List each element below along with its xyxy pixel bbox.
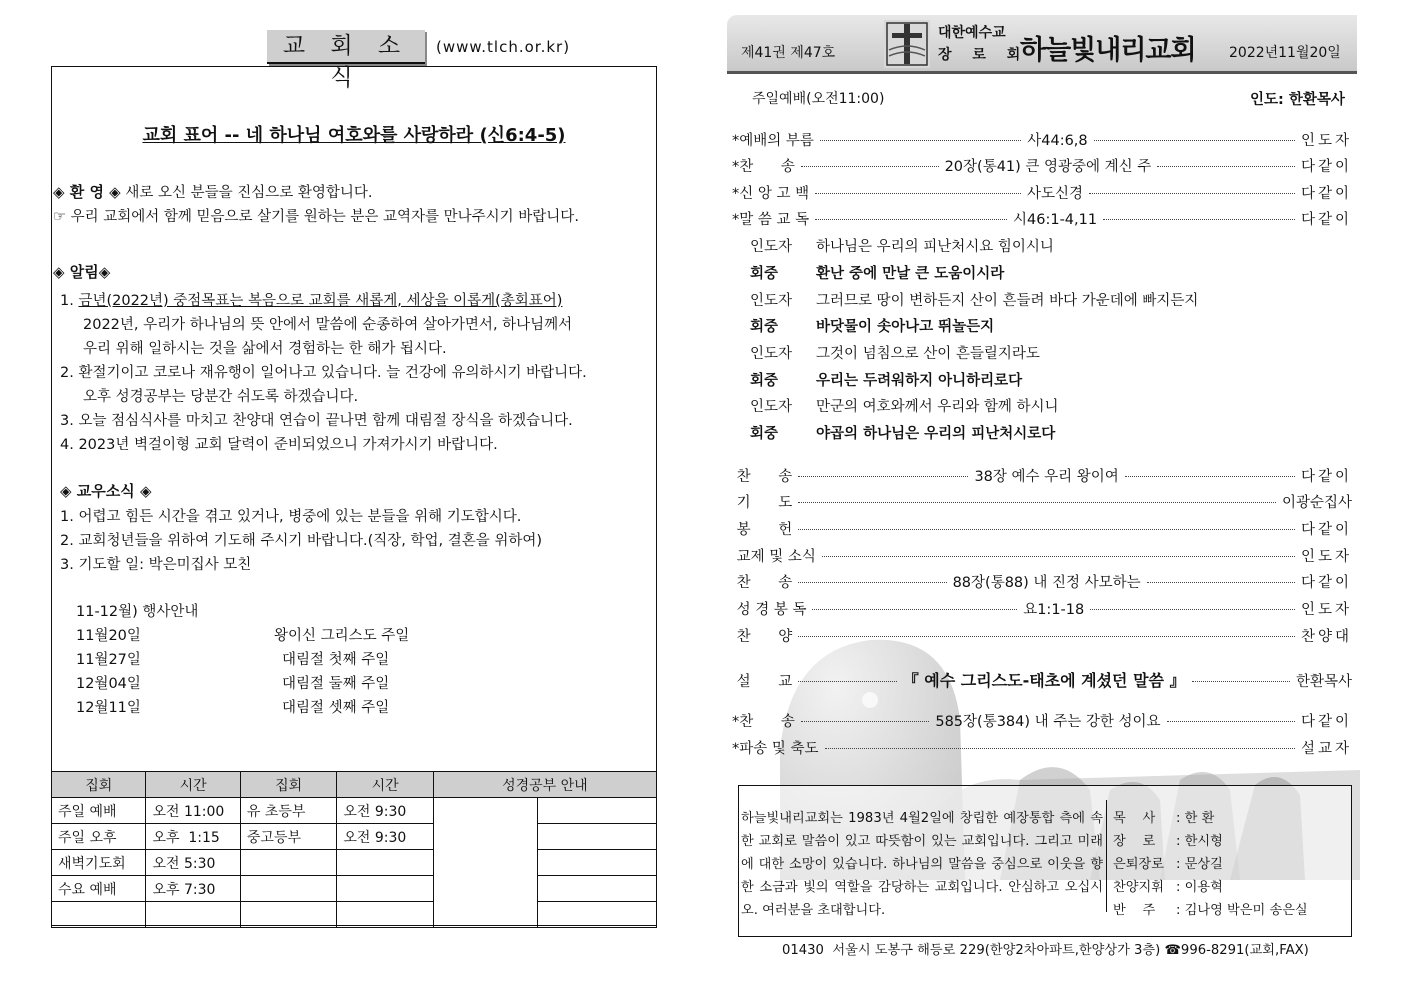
bible-study-cell (538, 824, 657, 850)
table-cell: 오전 5:30 (146, 850, 240, 876)
table-cell: 주일 예배 (52, 798, 146, 824)
member-news-3: 3. 기도할 일: 박은미집사 모친 (60, 557, 252, 573)
table-row (52, 902, 657, 928)
order-item: 찬 송 38장 예수 우리 왕이여 다같이 (732, 469, 1352, 485)
volume-number: 제41권 제47호 (741, 45, 836, 61)
table-cell: 새벽기도회 (52, 850, 146, 876)
order-item: 성 경 봉 독 요1:1-18 인도자 (732, 602, 1352, 618)
welcome-line (53, 181, 372, 202)
event-row: 12월04일 대림절 둘째 주일 (76, 676, 390, 692)
table-header: 집회 (240, 772, 336, 798)
responsive-reading-line: 인도자 하나님은 우리의 피난처시요 힘이시니 (750, 239, 1054, 255)
responsive-reading-line: 회중 야곱의 하나님은 우리의 피난처시로다 (750, 426, 1056, 442)
order-item: 찬 양 찬양대 (732, 629, 1352, 645)
table-cell (337, 850, 433, 876)
event-row: 11월27일 대림절 첫째 주일 (76, 652, 390, 668)
order-item: *파송 및 축도 설교자 (732, 741, 1352, 757)
info-divider (1106, 800, 1107, 912)
staff-row: 장 로 : 한시형 (1113, 834, 1223, 849)
table-header: 시간 (146, 772, 240, 798)
table-header: 시간 (337, 772, 433, 798)
staff-row: 반 주 : 김나영 박은미 송은실 (1113, 903, 1308, 918)
notice-3: 3. 오늘 점심식사를 마치고 찬양대 연습이 끝나면 함께 대림절 장식을 하겠습니다. (60, 413, 573, 429)
notice-2-cont: 오후 성경공부는 당분간 쉬도록 하겠습니다. (83, 389, 359, 405)
table-cell (240, 902, 336, 928)
cross-logo-icon (884, 20, 930, 68)
table-row (52, 850, 657, 876)
bible-study-cell (433, 798, 538, 928)
responsive-reading-line: 회중 우리는 두려워하지 아니하리로다 (750, 373, 1023, 389)
order-item: *찬 송 20장(통41) 큰 영광중에 계신 주 다같이 (732, 159, 1352, 175)
welcome-note: ☞ 우리 교회에서 함께 믿음으로 살기를 원하는 분은 교역자를 만나주시기 바랍니다. (53, 209, 579, 225)
service-leader: 인도: 한환목사 (1250, 92, 1345, 108)
responsive-reading-line: 인도자 그것이 넘침으로 산이 흔들릴지라도 (750, 346, 1040, 362)
left-page-title: 교 회 소 식 (267, 30, 425, 64)
church-motto: 교회 표어 -- 네 하나님 여호와를 사랑하라 (신6:4-5) (142, 125, 566, 146)
bible-study-cell (538, 850, 657, 876)
notice-1-cont-b: 우리 위해 일하시는 것을 삶에서 경험하는 한 해가 됩시다. (83, 341, 447, 357)
notice-2: 2. 환절기이고 코로나 재유행이 일어나고 있습니다. 늘 건강에 유의하시기 바랍니다. (60, 365, 587, 381)
bible-study-cell (538, 876, 657, 902)
table-cell: 오전 9:30 (337, 798, 433, 824)
member-news-2: 2. 교회청년들을 위하여 기도해 주시기 바랍니다.(직장, 학업, 결혼을 위하여) (60, 533, 543, 549)
staff-list (1113, 807, 1308, 922)
table-cell (240, 876, 336, 902)
bulletin-date: 2022년11월20일 (1229, 45, 1341, 61)
notice-1: 1. 금년(2022년) 중점목표는 복음으로 교회를 새롭게, 세상을 이롭게(총회표어) (60, 293, 563, 309)
responsive-reading-line: 회중 바닷물이 솟아나고 뛰놀든지 (750, 319, 995, 335)
responsive-reading-line: 회중 환난 중에 만날 큰 도움이시라 (750, 266, 1005, 282)
table-header: 성경공부 안내 (433, 772, 656, 798)
notice-1-cont-a: 2022년, 우리가 하나님의 뜻 안에서 말씀에 순종하여 살아가면서, 하나님께서 (83, 317, 573, 333)
member-news-heading: ◈ 교우소식 ◈ (60, 482, 152, 500)
order-item: 기 도 이광순집사 (732, 495, 1352, 511)
order-item: *말 씀 교 독 시46:1-4,11 다같이 (732, 212, 1353, 228)
table-cell: 수요 예배 (52, 876, 146, 902)
denomination: 대한예수교 장 로 회 (938, 25, 1029, 63)
table-header: 집회 (52, 772, 146, 798)
event-row: 11월20일 왕이신 그리스도 주일 (76, 628, 410, 644)
staff-row: 목 사 : 한 환 (1113, 811, 1215, 826)
table-cell: 오후 7:30 (146, 876, 240, 902)
table-header-row (52, 772, 657, 798)
staff-row: 찬양지휘 : 이용혁 (1113, 880, 1223, 895)
member-news-1: 1. 어렵고 힘든 시간을 겪고 있거나, 병중에 있는 분들을 위해 기도합시다. (60, 509, 522, 525)
bible-study-cell (538, 798, 657, 824)
table-cell: 오전 9:30 (337, 824, 433, 850)
responsive-reading-line: 인도자 만군의 여호와께서 우리와 함께 하시니 (750, 399, 1059, 415)
meeting-times-table (51, 771, 657, 928)
order-item: 찬 송 88장(통88) 내 진정 사모하는 다같이 (732, 575, 1353, 591)
table-cell (240, 850, 336, 876)
table-cell: 오후 1:15 (146, 824, 240, 850)
table-cell: 주일 오후 (52, 824, 146, 850)
order-item: *찬 송 585장(통384) 내 주는 강한 성이요 다같이 (732, 714, 1352, 730)
table-cell (52, 902, 146, 928)
welcome-text: 새로 오신 분들을 진심으로 환영합니다. (120, 185, 373, 201)
sermon-item: 설 교 『 예수 그리스도-태초에 계셨던 말씀 』 한환목사 (732, 671, 1353, 690)
bible-study-cell (538, 902, 657, 928)
responsive-reading-line: 인도자 그러므로 땅이 변하든지 산이 흔들려 바다 가운데에 빠지든지 (750, 293, 1199, 309)
table-row (52, 876, 657, 902)
table-cell (146, 902, 240, 928)
service-title: 주일예배(오전11:00) (752, 91, 885, 107)
church-introduction: 하늘빛내리교회는 1983년 4월2일에 창립한 예장통합 측에 속한 교회로 말씀이 있고 따뜻함이 있는 교회입니다. 그리고 미래에 대한 소망이 있습니다. 하나님의 말씀을 중심으로 이웃을 향한 소금과 빛의 역할을 감당하는 교회입니다. 안심하고 오십시오. 여러분을 초대합니다. (741, 811, 1103, 918)
table-cell (337, 902, 433, 928)
event-row: 12월11일 대림절 셋째 주일 (76, 700, 390, 716)
staff-row: 은퇴장로 : 문상길 (1113, 857, 1223, 872)
table-row (52, 798, 657, 824)
table-cell (337, 876, 433, 902)
table-cell: 오전 11:00 (146, 798, 240, 824)
order-item: *예배의 부름 사44:6,8 인도자 (732, 133, 1352, 149)
church-address: 01430 서울시 도봉구 해등로 229(한양2차아파트,한양상가 3층) ☎996-8291(교회,FAX) (782, 943, 1309, 958)
order-item: 봉 헌 다같이 (732, 522, 1352, 538)
church-name: 하늘빛내리교회 (1020, 35, 1196, 66)
table-row (52, 824, 657, 850)
website-url[interactable]: (www.tlch.or.kr) (436, 38, 571, 56)
notice-heading: ◈ 알림◈ (53, 263, 111, 281)
welcome-heading: ◈ 환 영 ◈ (53, 183, 121, 201)
table-cell: 중고등부 (240, 824, 336, 850)
notice-4: 4. 2023년 벽걸이형 교회 달력이 준비되었으니 가져가시기 바랍니다. (60, 437, 498, 453)
events-heading: 11-12월) 행사안내 (76, 604, 199, 620)
order-item: *신 앙 고 백 사도신경 다같이 (732, 186, 1353, 202)
table-cell: 유 초등부 (240, 798, 336, 824)
order-item: 교제 및 소식 인도자 (732, 549, 1352, 565)
